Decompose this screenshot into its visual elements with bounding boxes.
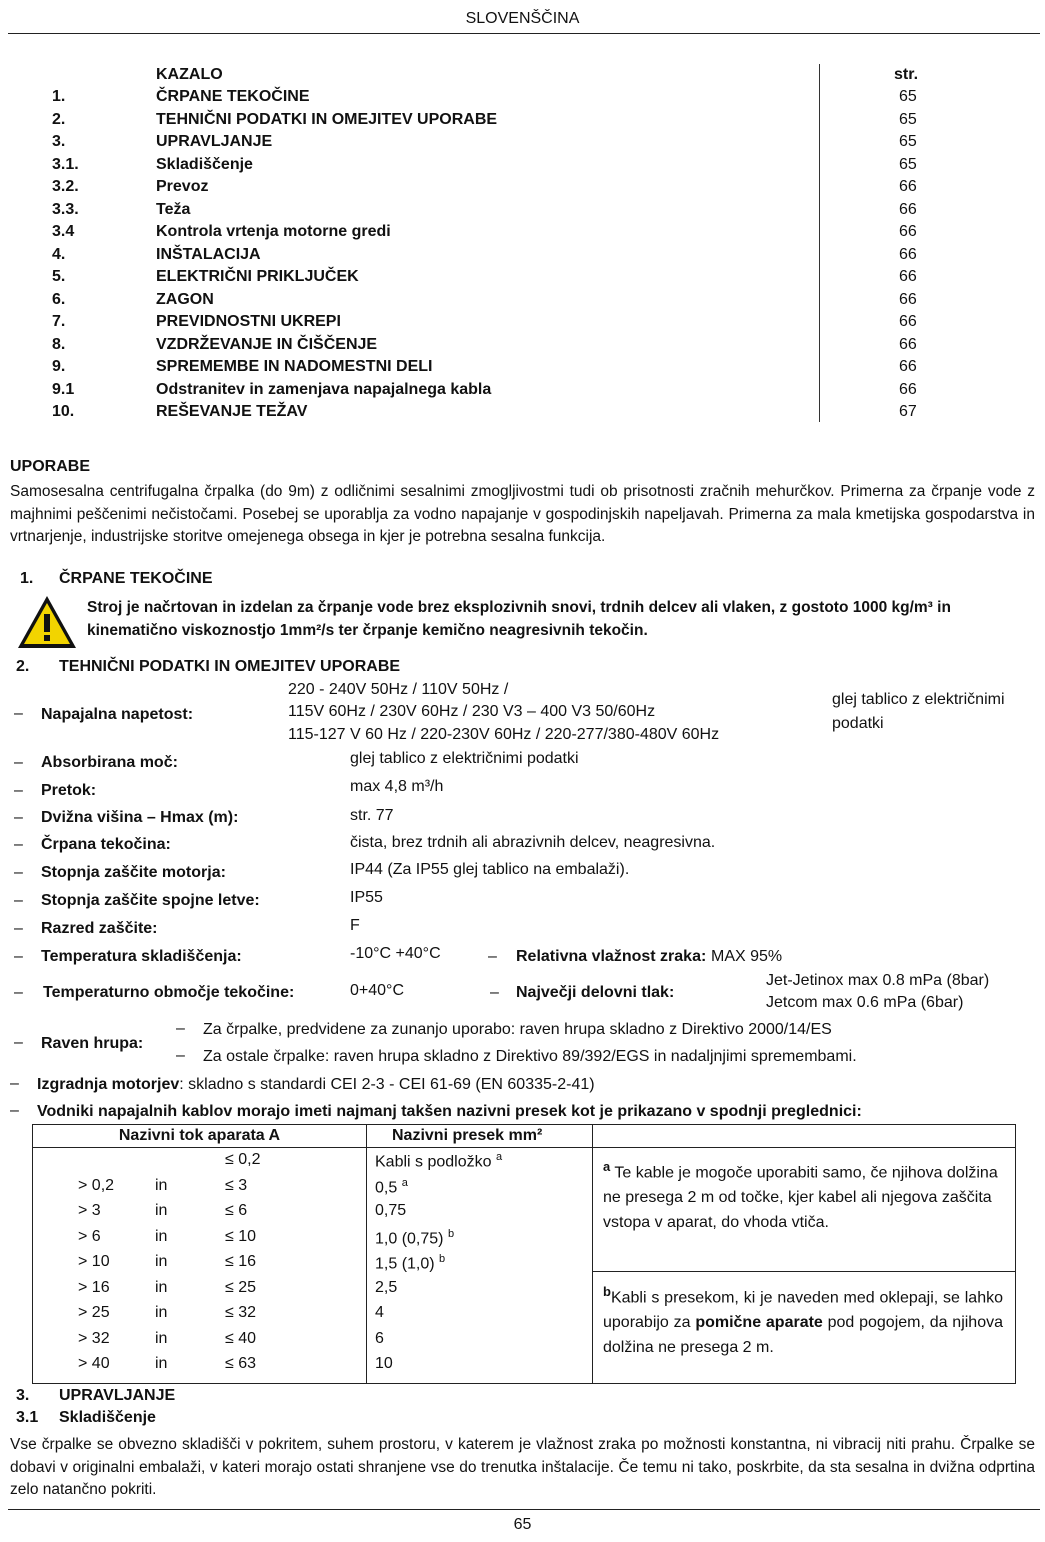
voltage-line3: 115-127 V 60 Hz / 220-230V 60Hz / 220-277/380-480V 60Hz [288,726,720,743]
current-cell [33,1148,367,1384]
toc-item-num: 1. [52,88,66,105]
current-from: > 32 [78,1329,110,1347]
spec-value: str. 77 [350,807,394,824]
spec-label: Dvižna višina – Hmax (m): [41,809,239,826]
toc-item-title: Prevoz [156,178,209,195]
toc-item-title: TEHNIČNI PODATKI IN OMEJITEV UPORABE [156,111,498,128]
humidity-label: Relativna vlažnost zraka: [516,948,707,965]
noise-line2: Za ostale črpalke: raven hrupa skladno z Direktivo 89/392/EGS in nadaljnjimi spremembami. [203,1048,857,1065]
toc-item-page: 67 [899,403,917,420]
toc-item [52,358,922,381]
section1-warning-line2: kinematično viskoznostjo 1mm²/s ter črpanje kemično neagresivnih tekočin. [87,622,648,639]
toc-item-page: 66 [899,291,917,308]
toc-item-title: Skladiščenje [156,156,253,173]
dash: – [10,1075,19,1092]
section-value: 0,5 [375,1178,398,1196]
cables-intro: Vodniki napajalnih kablov morajo imeti najmanj takšen nazivni presek kot je prikazano v spodnji preglednici: [37,1103,862,1120]
note-b [603,1279,1003,1360]
current-in: in [155,1227,168,1245]
note-b-post: pod pogojem, da njihova dolžina ne presega 2 m. [603,1314,1003,1357]
toc-item [52,223,922,246]
section3-title: UPRAVLJANJE [59,1387,176,1404]
spec-flow [0,778,1045,808]
toc-item [52,88,922,111]
note-a-text: Te kable je mogoče uporabiti samo, če njihova dolžina ne presega 2 m od točke, kjer kabel ali njegova zaščita vstopa v aparat, do vhoda vtiča. [603,1164,998,1232]
table-header-section: Nazivni presek mm² [367,1125,593,1148]
toc-item-page: 66 [899,201,917,218]
current-from: > 40 [78,1355,110,1372]
toc-item-page: 66 [899,313,917,330]
toc-item [52,291,922,314]
toc-item [52,313,922,336]
noise-line1: Za črpalke, predvidene za zunanjo uporabo: raven hrupa skladno z Direktivo 2000/14/ES [203,1021,832,1038]
spec-value: F [350,917,360,934]
table-header-empty [593,1125,1016,1148]
spec-head [0,809,1045,835]
toc-item-num: 3. [52,133,66,150]
footer-rule [8,1509,1040,1510]
toc-item-num: 3.1. [52,156,79,173]
spec-value: glej tablico z električnimi podatki [350,750,579,767]
dash: – [14,809,23,826]
dash: – [14,864,23,881]
toc-item [52,156,922,179]
toc-item-title: UPRAVLJANJE [156,133,273,150]
dash: – [14,836,23,853]
toc-item-page: 66 [899,381,917,398]
spec-value: 0+40°C [350,982,404,999]
toc-item-title: Teža [156,201,191,218]
uporabe-text: Samosesalna centrifugalna črpalka (do 9m) z odličnimi sesalnimi zmogljivostmi tudi ob prisotnosti zračnih mehurčkov. Primerna za črpanje vode z majhnimi peščenimi nečistočami. Posebej se uporablja za vodno napajanje v gospodinjskih napeljavah. Primerna za mala kmetijska gospodarstva in vrtnarjenje, industrijske storitve omejenega obsega in kjer je potrebna sesalna funkcija. [10,483,1035,545]
toc-item-num: 7. [52,313,66,330]
toc-item-page: 65 [899,133,917,150]
table-row-section [375,1228,454,1248]
current-to: ≤ 32 [225,1304,257,1321]
section-value: 0,75 [375,1202,407,1219]
spec-value: IP44 (Za IP55 glej tablico na embalaži). [350,861,630,878]
voltage-line1: 220 - 240V 50Hz / 110V 50Hz / [288,681,509,698]
dash: – [490,984,499,1001]
current-in: in [155,1304,168,1321]
toc-item-title: ELEKTRIČNI PRIKLJUČEK [156,268,359,285]
spec-insulation [0,917,1045,946]
uporabe-heading: UPORABE [10,458,91,475]
toc-item-num: 9. [52,358,66,375]
spec-label: Stopnja zaščite motorja: [41,864,226,881]
section-footnote-mark: a [495,1151,503,1163]
humidity-value: MAX 95% [711,948,783,965]
spec-label: Stopnja zaščite spojne letve: [41,892,260,909]
spec-liquid [0,836,1045,862]
toc-heading: KAZALO [156,66,223,83]
toc-item-num: 9.1 [52,381,75,398]
page-header: SLOVENŠČINA [465,10,580,27]
section-value: 1,0 (0,75) [375,1229,444,1247]
section1-title: ČRPANE TEKOČINE [59,570,213,587]
dash: – [14,984,23,1001]
toc-item-num: 5. [52,268,66,285]
table-row-section [375,1330,384,1348]
dash: – [14,782,23,799]
spec-label: Razred zaščite: [41,920,158,937]
toc-item [52,111,922,134]
voltage-line2: 115V 60Hz / 230V 60Hz / 230 V3 – 400 V3 50/60Hz [288,703,656,720]
toc-item-num: 10. [52,403,75,420]
dash: – [14,705,23,722]
toc-item-page: 66 [899,178,917,195]
spec-value: max 4,8 m³/h [350,778,444,795]
toc-item-num: 3.2. [52,178,79,195]
section2-num: 2. [16,658,30,675]
section-footnote-mark: b [439,1253,446,1265]
spec-label: Absorbirana moč: [41,754,178,771]
current-in: in [155,1176,168,1194]
notes-divider [593,1271,1015,1272]
table-row-section [375,1151,502,1171]
pressure-line2: Jetcom max 0.6 mPa (6bar) [766,994,964,1011]
current-from: > 10 [78,1253,110,1270]
current-to: ≤ 16 [225,1253,257,1270]
toc-item-page: 65 [899,111,917,128]
note-a [603,1154,1007,1235]
dash: – [14,892,23,909]
table-row-section [375,1279,397,1297]
toc-item [52,133,922,156]
dash: – [14,948,23,965]
voltage-note-line2: podatki [832,715,884,732]
pressure-line1: Jet-Jetinox max 0.8 mPa (8bar) [766,972,990,989]
warning-triangle-icon [16,594,78,650]
toc-item-title: REŠEVANJE TEŽAV [156,403,308,420]
current-to: ≤ 40 [225,1329,257,1347]
section-footnote-mark: b [447,1227,455,1240]
spec-power [0,750,1045,780]
table-header-current: Nazivni tok aparata A [33,1125,367,1148]
toc-item-num: 6. [52,291,66,308]
toc-page-heading: str. [894,66,919,83]
toc-item-num: 3.4 [52,223,75,240]
toc-item-page: 65 [899,88,917,105]
spec-label: Temperatura skladiščenja: [41,948,242,965]
toc-item [52,268,922,291]
header-rule [8,33,1040,34]
dash: – [14,754,23,771]
section1-num: 1. [20,570,34,587]
section-value: 10 [375,1355,393,1372]
current-in: in [155,1278,168,1296]
section3-num: 3. [16,1387,30,1404]
current-to: ≤ 3 [225,1176,248,1194]
note-b-bold: pomične aparate [695,1314,823,1332]
pressure-label: Največji delovni tlak: [516,984,675,1001]
toc-item-title: Kontrola vrtenja motorne gredi [156,223,391,240]
toc-item [52,403,922,426]
table-row-section [375,1177,408,1197]
spec-label: Pretok: [41,782,97,799]
construction-value: : skladno s standardi CEI 2-3 - CEI 61-69 (EN 60335-2-41) [179,1076,595,1093]
construction-label: Izgradnja motorjev [37,1076,180,1093]
spec-storage-temp [0,945,1045,974]
toc-item-page: 66 [899,358,917,375]
toc-item-title: INŠTALACIJA [156,246,261,263]
toc-item-title: ČRPANE TEKOČINE [156,88,310,105]
section-footnote-mark: a [401,1176,408,1189]
toc-item-page: 66 [899,223,917,240]
section3-1-num: 3.1 [16,1409,39,1426]
section-cell [367,1148,593,1384]
spec-motor-protection [0,861,1045,890]
page-number: 65 [513,1516,532,1533]
toc-item-title: Odstranitev in zamenjava napajalnega kabla [156,381,492,398]
construction-line [37,1076,595,1094]
toc-item-page: 66 [899,246,917,263]
section-value: Kabli s podložko [375,1153,492,1171]
spec-label: Črpana tekočina: [41,836,171,853]
current-from: > 25 [78,1304,110,1321]
toc-item-title: SPREMEMBE IN NADOMESTNI DELI [156,358,433,375]
spec-value: IP55 [350,889,383,906]
dash: – [10,1102,19,1119]
current-from: > 0,2 [78,1176,115,1194]
spec-terminal-protection [0,889,1045,918]
cable-section-table [32,1124,1016,1384]
section-value: 1,5 (1,0) [375,1255,435,1273]
table-row-section [375,1253,445,1273]
dash: – [176,1020,185,1037]
current-to: ≤ 25 [225,1278,257,1296]
toc-item-title: ZAGON [156,291,214,308]
toc-item-page: 66 [899,268,917,285]
table-row-section [375,1355,393,1373]
section-value: 6 [375,1329,384,1347]
dash: – [176,1047,185,1064]
note-b-pre: Kabli s presekom, ki je naveden med oklepaji, se lahko uporabijo za [603,1289,1003,1332]
current-from: > 3 [78,1202,101,1219]
toc-item-num: 4. [52,246,66,263]
toc-item [52,178,922,201]
toc-item-title: VZDRŽEVANJE IN ČIŠČENJE [156,336,378,353]
voltage-label: Napajalna napetost: [41,706,194,723]
note-a-mark: a [603,1159,611,1174]
section2-title: TEHNIČNI PODATKI IN OMEJITEV UPORABE [59,658,401,675]
table-row-section [375,1202,406,1220]
toc-item [52,381,922,404]
current-from: > 16 [78,1278,110,1296]
toc-item-page: 66 [899,336,917,353]
note-b-mark: b [603,1284,611,1299]
toc-item-page: 65 [899,156,917,173]
toc-item-num: 2. [52,111,66,128]
section3-1-title: Skladiščenje [59,1409,156,1426]
current-in: in [155,1202,168,1219]
section-value: 2,5 [375,1278,398,1296]
current-to: ≤ 10 [225,1227,257,1245]
section1-warning-line1: Stroj je načrtovan in izdelan za črpanje vode brez eksplozivnih snovi, trdnih delcev ali vlaken, z gostoto 1000 kg/m³ in [87,599,951,616]
toc-item-num: 8. [52,336,66,353]
toc-item [52,201,922,224]
spec-label: Temperaturno območje tekočine: [43,984,295,1001]
notes-cell [593,1148,1016,1384]
toc-item [52,246,922,269]
current-in: in [155,1355,168,1372]
toc-item-title: PREVIDNOSTNI UKREPI [156,313,341,330]
storage-text: Vse črpalke se obvezno skladišči v pokritem, suhem prostoru, v katerem je vlažnost zraka po možnosti konstantna, ni vibracij niti prahu. Črpalke se dobavi v originalni embalaži, v kateri morajo ostati shranjene vse do trenutka inštalacije. Če temu ni tako, poskrbite, da sta sesalna in dvižna odprtina zelo natančno pokriti. [10,1436,1035,1498]
dash: – [14,1034,23,1051]
current-in: in [155,1329,168,1347]
current-to: ≤ 6 [225,1202,248,1219]
section-value: 4 [375,1304,384,1321]
current-from: > 6 [78,1227,101,1245]
voltage-note-line1: glej tablico z električnimi [832,691,1005,708]
toc-item-num: 3.3. [52,201,79,218]
noise-label: Raven hrupa: [41,1035,144,1052]
dash: – [488,948,497,965]
spec-value: -10°C +40°C [350,945,441,962]
toc-item [52,336,922,359]
dash: – [14,920,23,937]
table-row-section [375,1304,384,1322]
current-to: ≤ 63 [225,1355,257,1372]
current-in: in [155,1253,168,1270]
spec-value: čista, brez trdnih ali abrazivnih delcev, neagresivna. [350,834,716,851]
current-to: ≤ 0,2 [225,1151,261,1168]
